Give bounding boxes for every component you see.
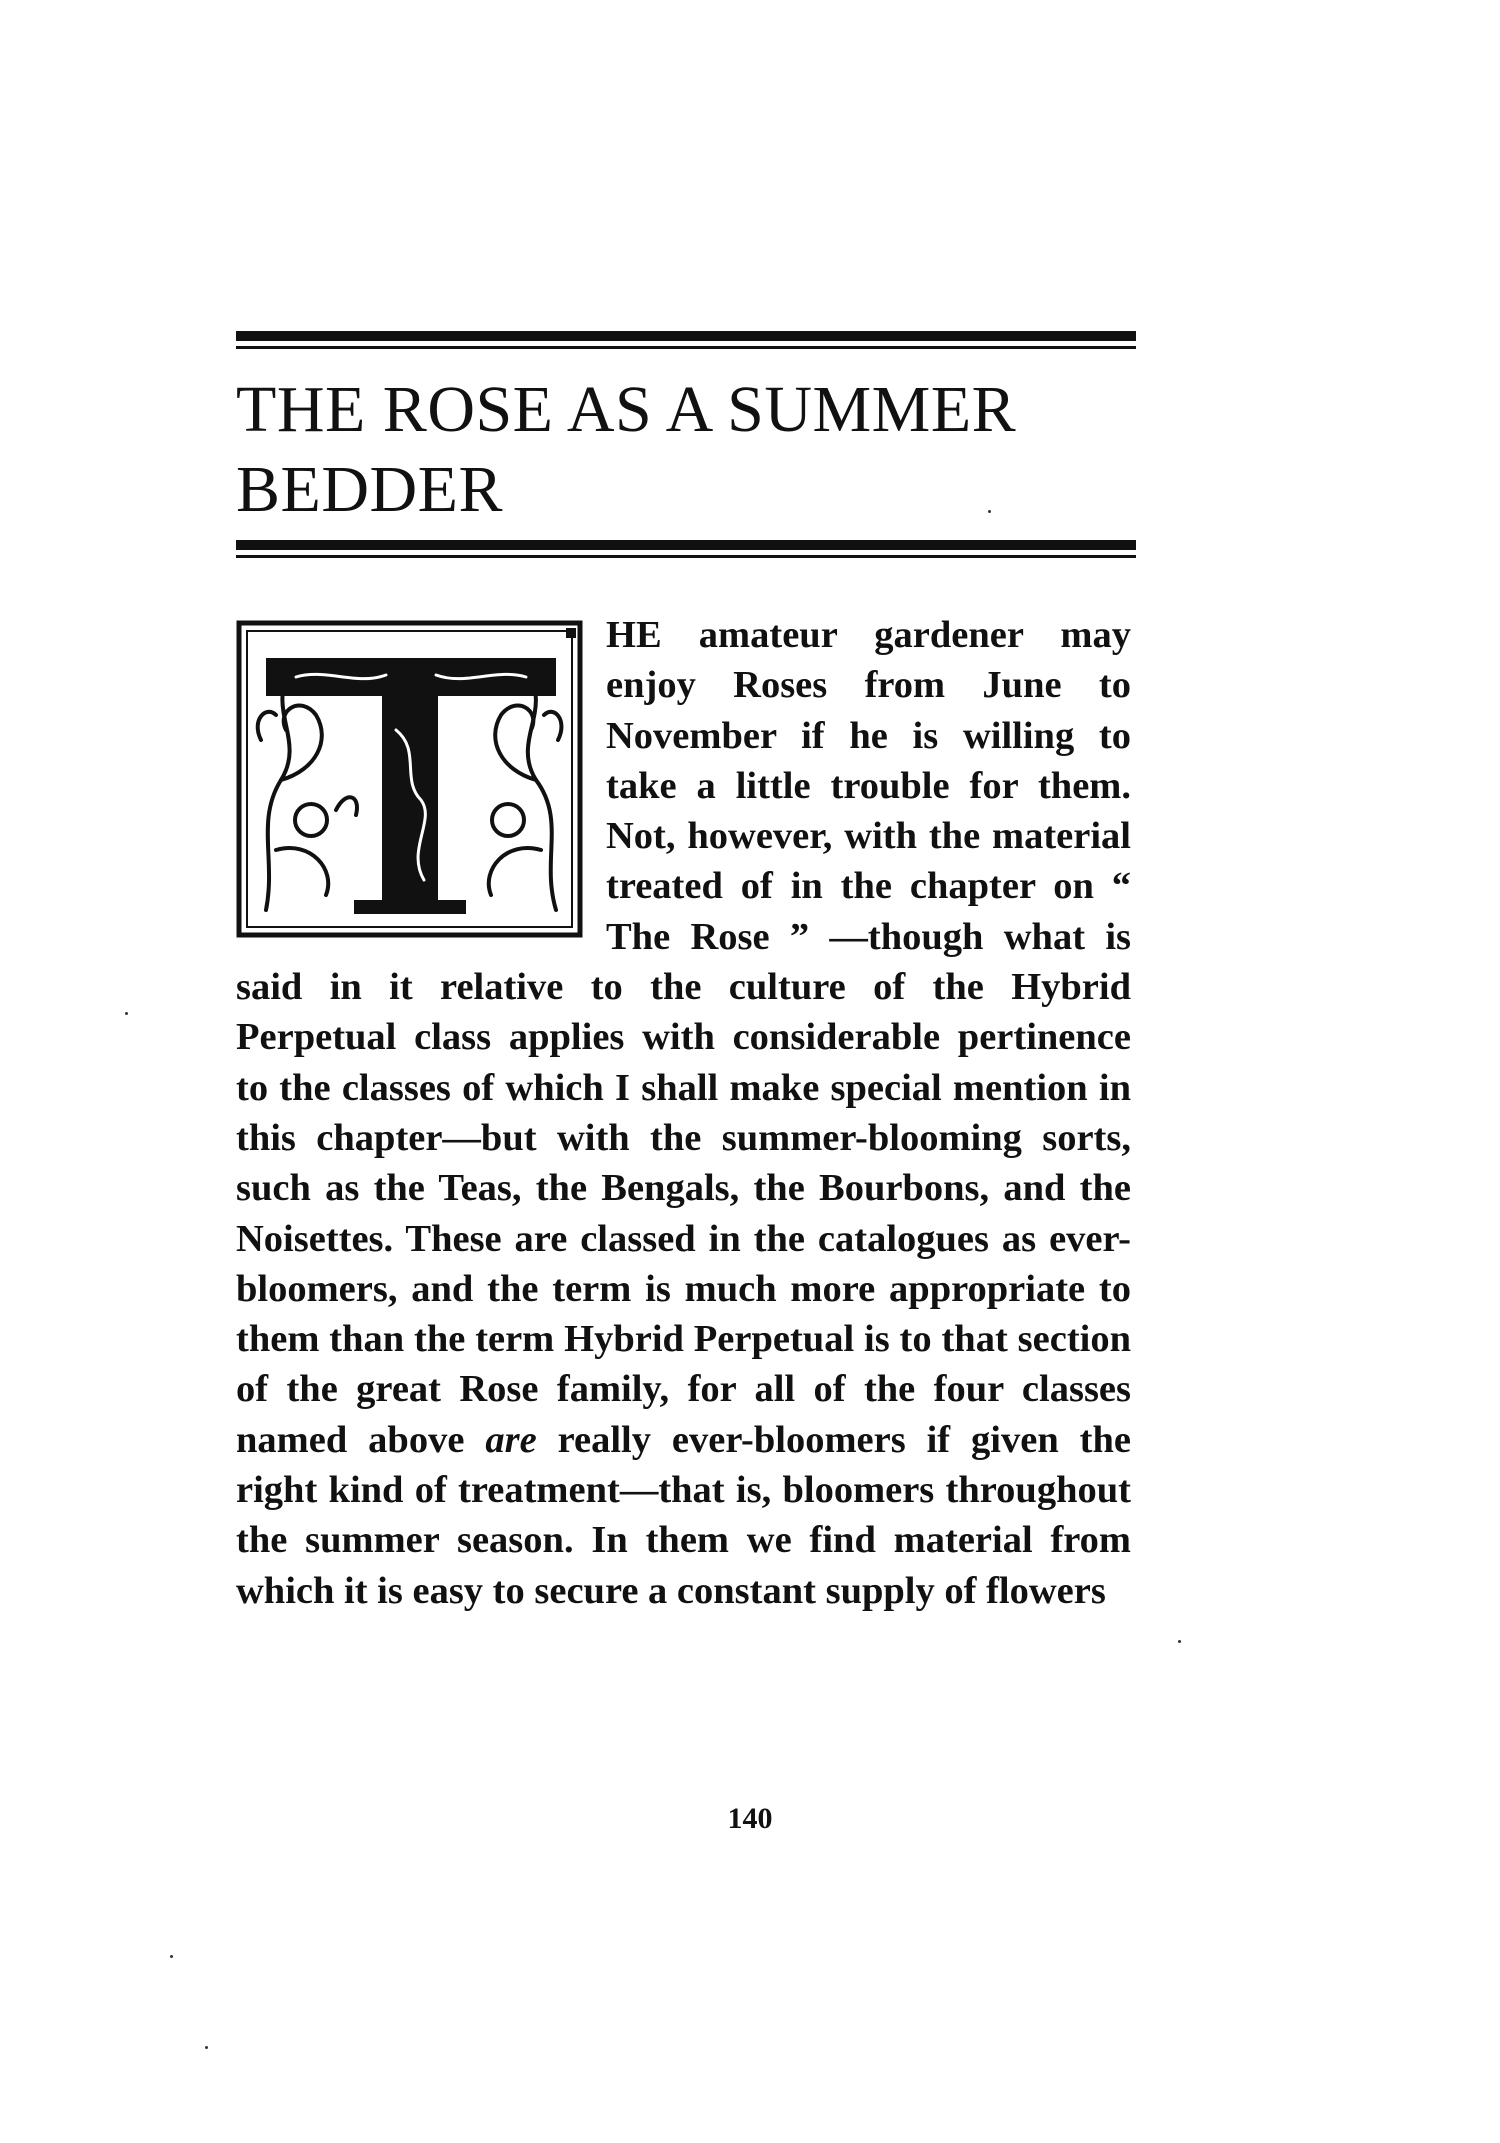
bottom-double-rule — [236, 540, 1136, 558]
chapter-title-line-2: BEDDER — [236, 453, 503, 526]
scan-speck — [125, 1012, 128, 1015]
scan-speck — [170, 1955, 173, 1958]
paragraph-opening: HE amateur gardener may enjoy Roses from June to November if he is willing to take a little trouble for them. Not, however, with the material treated of in the chapter on “ The Rose ” —though what is said in it relative to the culture of the Hybrid Perpetual class applies with considerable pertinence to the classes of which I shall make special mention in this chapter—but with the summer-blooming sorts, such as the Teas, the Bengals, the Bourbons, and the Noisettes. These are classed in the catalogues as ever-bloomers, and the term is much more appropriate to them than the term Hybrid Perpetual is to that section of the great Rose family, for all of the four classes named above — [236, 614, 1131, 1461]
scan-speck — [988, 510, 991, 513]
scan-speck — [1178, 1640, 1181, 1643]
emphasized-word: are — [485, 1418, 537, 1461]
scan-speck — [205, 2046, 208, 2049]
chapter-body — [236, 610, 1131, 1616]
chapter-title-line-1: THE ROSE AS A SUMMER — [236, 373, 1017, 446]
ornamental-drop-cap-icon — [236, 620, 583, 938]
page-number: 140 — [727, 1802, 773, 1835]
paragraph-closing: really ever-bloomers if given the right kind of treatment—that is, bloomers throughout the summer season. In them we find material from which it is easy to secure a constant supply of flowers — [236, 1418, 1132, 1612]
chapter-title — [236, 370, 1136, 530]
ornamental-drop-cap — [236, 620, 583, 938]
top-double-rule — [236, 331, 1136, 349]
